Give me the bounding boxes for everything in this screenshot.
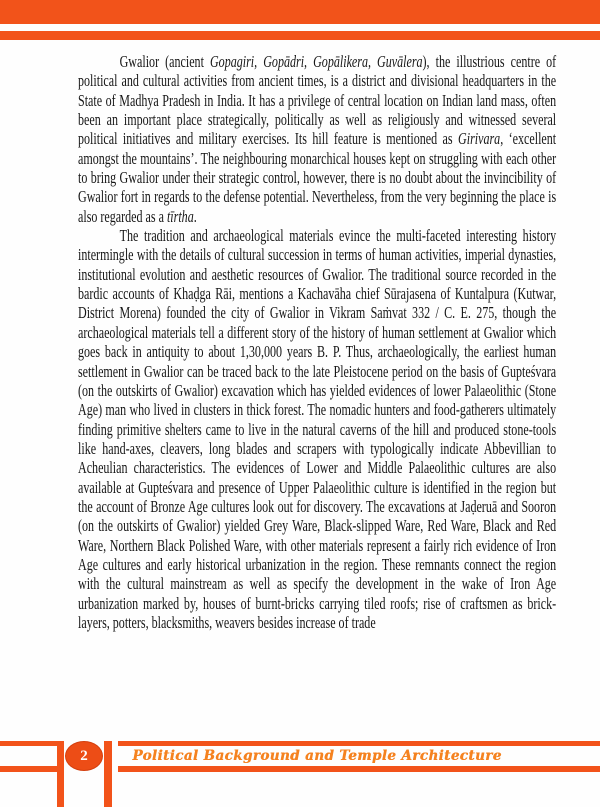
paragraph xyxy=(78,52,556,226)
page-number: 2 xyxy=(80,747,88,764)
footer-right-vertical-bar xyxy=(104,741,112,807)
italic-term: Gopagiri, Gopādri, Gopālikera, Guvālera xyxy=(209,52,423,71)
text-run: , ‘excellent amongst the mountains’. The neighbouring monarchical houses kept on struggling with each other to bring Gwalior under their strategic control, however, there is no doubt about the invincibility of Gwalior fort in regards to the defense potential. Nevertheless, from the very beginning the place is also regarded as a xyxy=(78,129,557,226)
footer-running-title: Political Background and Temple Architecture xyxy=(132,748,502,764)
footer-left-vertical-bar xyxy=(57,741,64,807)
text-run: . xyxy=(193,206,197,226)
top-border-band xyxy=(0,0,600,24)
footer-left-rail-top xyxy=(0,741,57,746)
text-run: Gwalior (ancient xyxy=(119,52,210,71)
top-border-stripe xyxy=(0,31,600,40)
paragraph xyxy=(78,226,556,632)
text-run: The tradition and archaeological materials evince the multi-faceted interesting history intermingle with the details of cultural succession in terms of human activities, imperial dynasties, institutional evolution and aesthetic resources of Gwalior. The traditional source recorded in the bardic accounts of Khaḍga Rāi, mentions a Kachavāha chief Sūrajasena of Kuntalpura (Kutwar, District Morena) founded the city of Gwalior in Vikram Saṁvat 332 / C. E. 275, though the archaeological materials tell a different story of the history of human settlement at Gwalior which goes back in antiquity to about 1,30,000 years B. P. Thus, archaeologically, the earliest human settlement in Gwalior can be traced back to the late Pleistocene period on the basis of Gupteśvara (on the outskirts of Gwalior) excavation which has yielded evidences of lower Palaeolithic (Stone Age) man who lived in clusters in thick forest. The nomadic hunters and food-gatherers ultimately finding primitive shelters came to live in the natural caverns of the hill and produced stone-tools like hand-axes, cleavers, long blades and scrapers with typologically indicate Abbevillian to Acheulian characteristics. The evidences of Lower and Middle Palaeolithic cultures are also available at Gupteśvara and presence of Upper Palaeolithic culture is identified in the region but the account of Bronze Age cultures look out for discovery. The excavations at Jaḍeruā and Sooron (on the outskirts of Gwalior) yielded Grey Ware, Black-slipped Ware, Red Ware, Black and Red Ware, Northern Black Polished Ware, with other materials represent a fairly rich evidence of Iron Age cultures and early historical urbanization in the region. These remnants connect the region with the cultural mainstream as well as specify the development in the wake of Iron Age urbanization marked by, houses of burnt-bricks carrying tiled roofs; rise of craftsmen as brick-layers, potters, blacksmiths, weavers besides increase of trade xyxy=(78,226,557,632)
footer-left-rail-bottom xyxy=(0,766,57,772)
italic-term: Girivara xyxy=(458,129,501,149)
text-run: ), the illustrious centre of political and cultural activities from ancient times, is a district and divisional headquarters in the State of Madhya Pradesh in India. It has a privilege of central location on Indian land mass, often been an important place strategically, politically as well as religiously and witnessed several political initiatives and military exercises. Its hill feature is mentioned as xyxy=(78,52,557,149)
page-body-text xyxy=(78,52,556,632)
italic-term: tīrtha xyxy=(166,206,194,226)
page-number-badge xyxy=(65,741,103,771)
footer-title-box-bottom-rule xyxy=(118,766,600,772)
